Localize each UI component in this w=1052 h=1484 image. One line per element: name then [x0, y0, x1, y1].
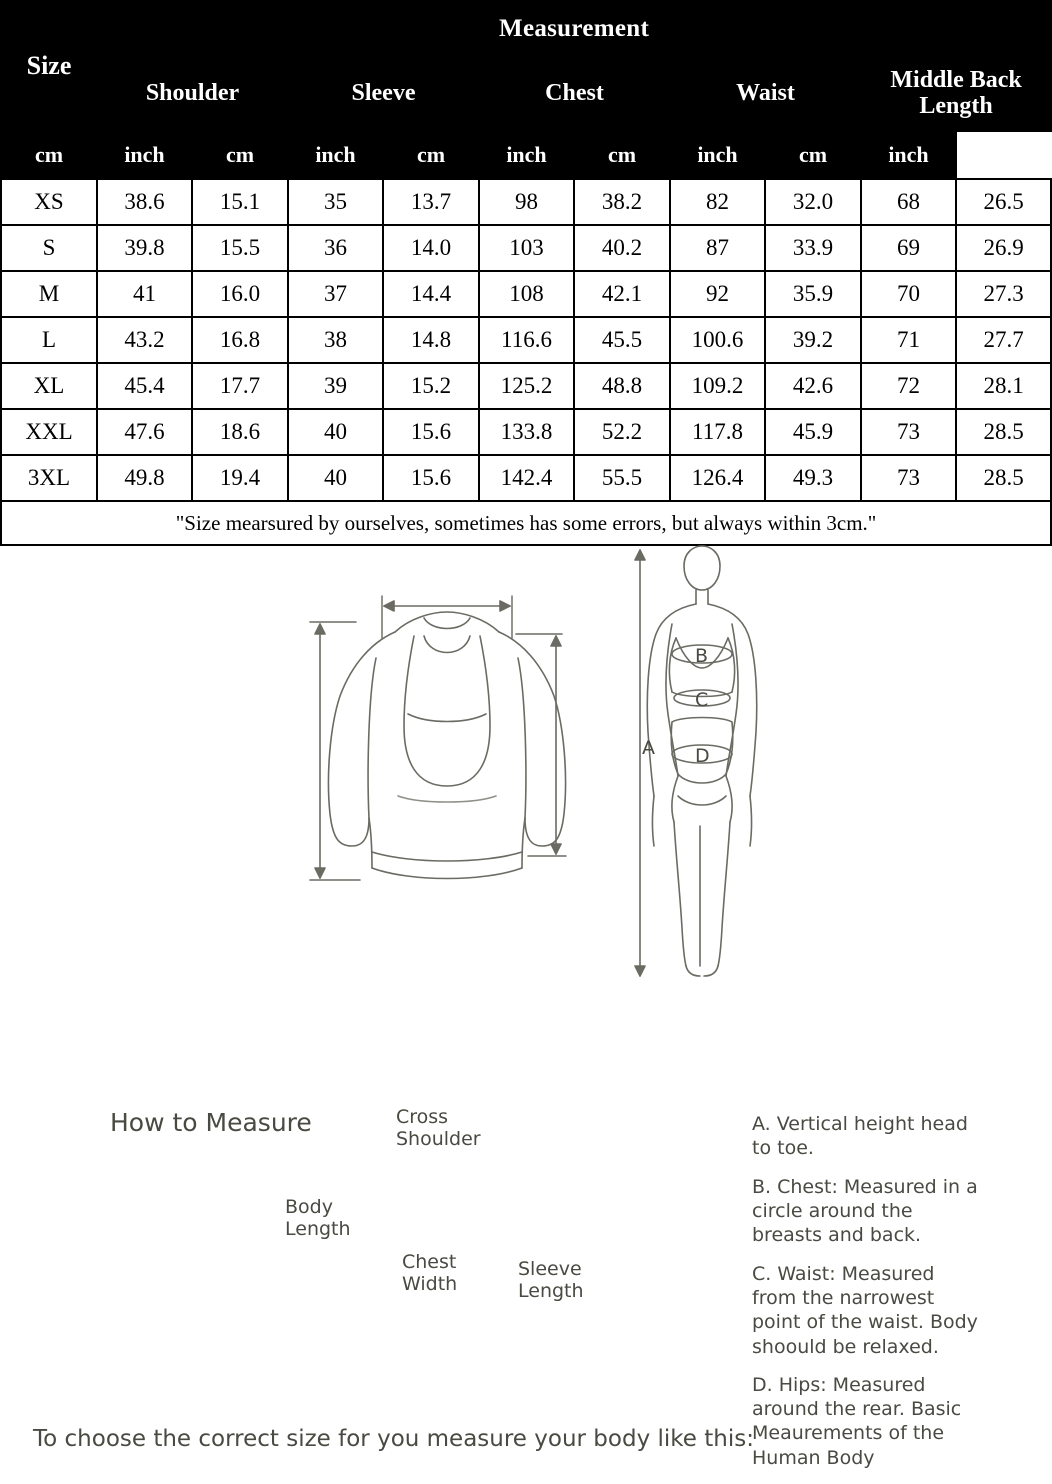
- cell: 68: [861, 179, 956, 225]
- header-unit-2: cm: [192, 131, 288, 179]
- cell: 26.9: [956, 225, 1051, 271]
- cell: 117.8: [670, 409, 765, 455]
- header-group-sleeve: Sleeve: [288, 57, 479, 131]
- cell: 15.6: [383, 409, 479, 455]
- cell: 116.6: [479, 317, 574, 363]
- cell: 98: [479, 179, 574, 225]
- cell: 36: [288, 225, 383, 271]
- cell: 45.5: [574, 317, 670, 363]
- definition-d: D. Hips: Measured around the rear. Basic Meaurements of the Human Body: [752, 1373, 962, 1469]
- marker-c: C: [695, 689, 709, 711]
- header-unit-6: cm: [574, 131, 670, 179]
- cell: 13.7: [383, 179, 479, 225]
- cell: 14.8: [383, 317, 479, 363]
- definition-a: A. Vertical height head to toe.: [752, 1113, 968, 1160]
- cell: 38.2: [574, 179, 670, 225]
- cell: 49.3: [765, 455, 861, 501]
- cell: 52.2: [574, 409, 670, 455]
- label-sleeve-length: Sleeve Length: [518, 1258, 584, 1303]
- definition-b: B. Chest: Measured in a circle around the breasts and back.: [752, 1175, 978, 1247]
- row-size: M: [1, 271, 97, 317]
- cell: 45.4: [97, 363, 192, 409]
- cell: 40: [288, 455, 383, 501]
- header-unit-0: cm: [1, 131, 97, 179]
- cell: 14.4: [383, 271, 479, 317]
- cell: 47.6: [97, 409, 192, 455]
- cell: 72: [861, 363, 956, 409]
- cell: 109.2: [670, 363, 765, 409]
- cell: 43.2: [97, 317, 192, 363]
- cell: 142.4: [479, 455, 574, 501]
- cell: 133.8: [479, 409, 574, 455]
- header-measurement: Measurement: [97, 1, 1051, 57]
- cell: 92: [670, 271, 765, 317]
- header-unit-3: inch: [288, 131, 383, 179]
- row-size: XL: [1, 363, 97, 409]
- header-group-chest: Chest: [479, 57, 670, 131]
- header-unit-8: cm: [765, 131, 861, 179]
- cell: 100.6: [670, 317, 765, 363]
- cell: 42.1: [574, 271, 670, 317]
- cell: 126.4: [670, 455, 765, 501]
- cell: 40.2: [574, 225, 670, 271]
- row-size: XS: [1, 179, 97, 225]
- cell: 16.0: [192, 271, 288, 317]
- cell: 45.9: [765, 409, 861, 455]
- marker-d: D: [695, 745, 710, 767]
- cell: 26.5: [956, 179, 1051, 225]
- table-row: [1, 271, 1051, 317]
- cell: 35.9: [765, 271, 861, 317]
- cell: 42.6: [765, 363, 861, 409]
- header-group-middle-back-length: Middle Back Length: [861, 57, 1051, 131]
- measurement-definitions-list: [752, 1112, 980, 1484]
- cell: 73: [861, 409, 956, 455]
- cell: 108: [479, 271, 574, 317]
- header-unit-5: inch: [479, 131, 574, 179]
- cell: 82: [670, 179, 765, 225]
- how-to-measure-section: [0, 546, 1050, 1469]
- header-unit-1: inch: [97, 131, 192, 179]
- row-size: L: [1, 317, 97, 363]
- header-group-shoulder: Shoulder: [97, 57, 288, 131]
- cell: 28.1: [956, 363, 1051, 409]
- header-unit-7: inch: [670, 131, 765, 179]
- table-row: [1, 363, 1051, 409]
- cell: 103: [479, 225, 574, 271]
- measurement-diagram-illustration: [0, 546, 1050, 996]
- header-unit-4: cm: [383, 131, 479, 179]
- cell: 16.8: [192, 317, 288, 363]
- cell: 38.6: [97, 179, 192, 225]
- table-header-row-measurement: [1, 1, 1051, 57]
- cell: 27.3: [956, 271, 1051, 317]
- cell: 14.0: [383, 225, 479, 271]
- cell: 33.9: [765, 225, 861, 271]
- cell: 32.0: [765, 179, 861, 225]
- cell: 87: [670, 225, 765, 271]
- cell: 49.8: [97, 455, 192, 501]
- label-chest-width: Chest Width: [402, 1251, 458, 1296]
- table-note: "Size mearsured by ourselves, sometimes has some errors, but always within 3cm.": [1, 501, 1051, 545]
- table-row: [1, 455, 1051, 501]
- cell: 15.5: [192, 225, 288, 271]
- cell: 39.2: [765, 317, 861, 363]
- cell: 40: [288, 409, 383, 455]
- cell: 55.5: [574, 455, 670, 501]
- table-note-row: [1, 501, 1051, 545]
- cell: 15.6: [383, 455, 479, 501]
- label-body-length: Body Length: [285, 1196, 351, 1241]
- cell: 28.5: [956, 455, 1051, 501]
- cell: 35: [288, 179, 383, 225]
- marker-b: B: [695, 645, 709, 667]
- cell: 69: [861, 225, 956, 271]
- header-unit-9: inch: [861, 131, 956, 179]
- cell: 17.7: [192, 363, 288, 409]
- table-row: [1, 179, 1051, 225]
- cell: 15.2: [383, 363, 479, 409]
- cell: 37: [288, 271, 383, 317]
- definition-c: C. Waist: Measured from the narrowest point of the waist. Body shoould be relaxed.: [752, 1262, 978, 1358]
- label-cross-shoulder: Cross Shoulder: [396, 1106, 481, 1151]
- cell: 73: [861, 455, 956, 501]
- row-size: S: [1, 225, 97, 271]
- size-chart-table: [0, 0, 1052, 546]
- cell: 71: [861, 317, 956, 363]
- cell: 39.8: [97, 225, 192, 271]
- measure-instruction-note: To choose the correct size for you measure your body like this:: [33, 1426, 754, 1452]
- cell: 48.8: [574, 363, 670, 409]
- cell: 28.5: [956, 409, 1051, 455]
- marker-a: A: [642, 737, 655, 759]
- row-size: XXL: [1, 409, 97, 455]
- header-size: Size: [1, 1, 97, 131]
- row-size: 3XL: [1, 455, 97, 501]
- cell: 15.1: [192, 179, 288, 225]
- cell: 38: [288, 317, 383, 363]
- header-group-waist: Waist: [670, 57, 861, 131]
- cell: 27.7: [956, 317, 1051, 363]
- table-row: [1, 317, 1051, 363]
- table-header-row-groups: [1, 57, 1051, 131]
- cell: 18.6: [192, 409, 288, 455]
- how-to-measure-title: How to Measure: [110, 1108, 312, 1137]
- table-row: [1, 409, 1051, 455]
- table-row: [1, 225, 1051, 271]
- cell: 39: [288, 363, 383, 409]
- cell: 41: [97, 271, 192, 317]
- cell: 70: [861, 271, 956, 317]
- table-header-row-units: [1, 131, 1051, 179]
- cell: 19.4: [192, 455, 288, 501]
- cell: 125.2: [479, 363, 574, 409]
